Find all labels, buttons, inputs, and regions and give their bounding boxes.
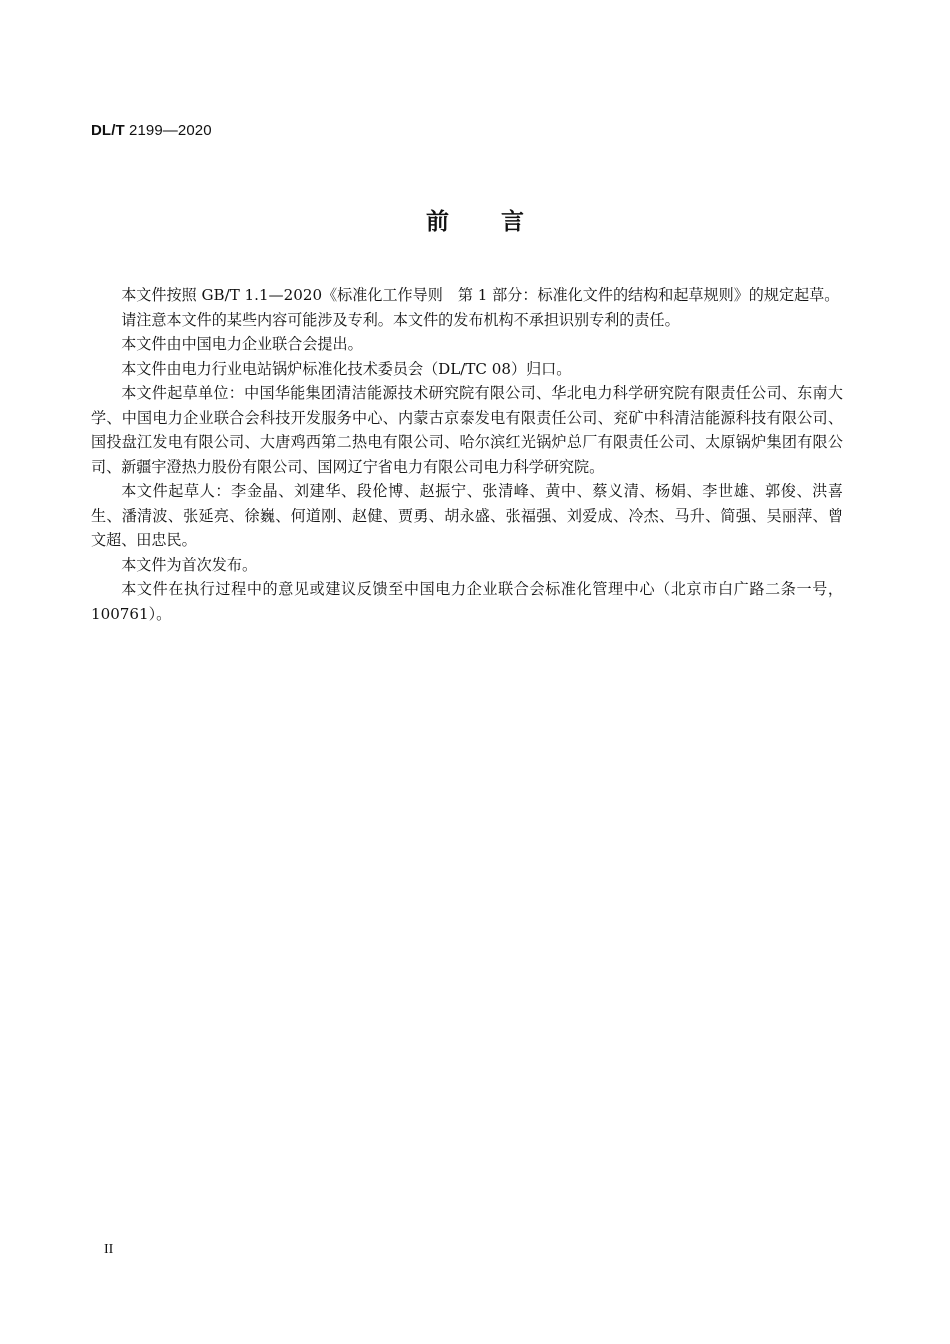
standard-number: 2199—2020 — [124, 122, 212, 139]
section-title: 前言 — [426, 209, 576, 235]
paragraph-drafting-units: 本文件起草单位：中国华能集团清洁能源技术研究院有限公司、华北电力科学研究院有限责任公司、东南大学、中国电力企业联合会科技开发服务中心、内蒙古京泰发电有限责任公司、兖矿中科清洁能源科技有限公司、国投盘江发电有限公司、大唐鸡西第二热电有限公司、哈尔滨红光锅炉总厂有限责任公司、太原锅炉集团有限公司、新疆宇澄热力股份有限公司、国网辽宁省电力有限公司电力科学研究院。 — [91, 384, 843, 476]
paragraph-drafters: 本文件起草人：李金晶、刘建华、段伦博、赵振宁、张清峰、黄中、蔡义清、杨娟、李世雄、郭俊、洪喜生、潘清波、张延亮、徐巍、何道刚、赵健、贾勇、胡永盛、张福强、刘爱成、冷杰、马升、简强、吴丽萍、曾文超、田忠民。 — [91, 482, 843, 549]
paragraph-patent-notice: 请注意本文件的某些内容可能涉及专利。本文件的发布机构不承担识别专利的责任。 — [121, 310, 680, 329]
foreword-body — [91, 283, 843, 626]
paragraph-feedback: 本文件在执行过程中的意见或建议反馈至中国电力企业联合会标准化管理中心（北京市白广路二条一号，100761）。 — [91, 580, 843, 623]
paragraph-drafting-basis: 本文件按照 GB/T 1.1—2020《标准化工作导则 第 1 部分：标准化文件的结构和起草规则》的规定起草。 — [121, 286, 840, 304]
standard-prefix: DL/T — [91, 122, 125, 139]
paragraph-centralized-by: 本文件由电力行业电站锅炉标准化技术委员会（DL/TC 08）归口。 — [121, 359, 572, 378]
paragraph-first-release: 本文件为首次发布。 — [121, 555, 258, 574]
page-number: II — [104, 1242, 114, 1257]
document-code — [91, 122, 212, 139]
paragraph-proposer: 本文件由中国电力企业联合会提出。 — [121, 335, 363, 353]
